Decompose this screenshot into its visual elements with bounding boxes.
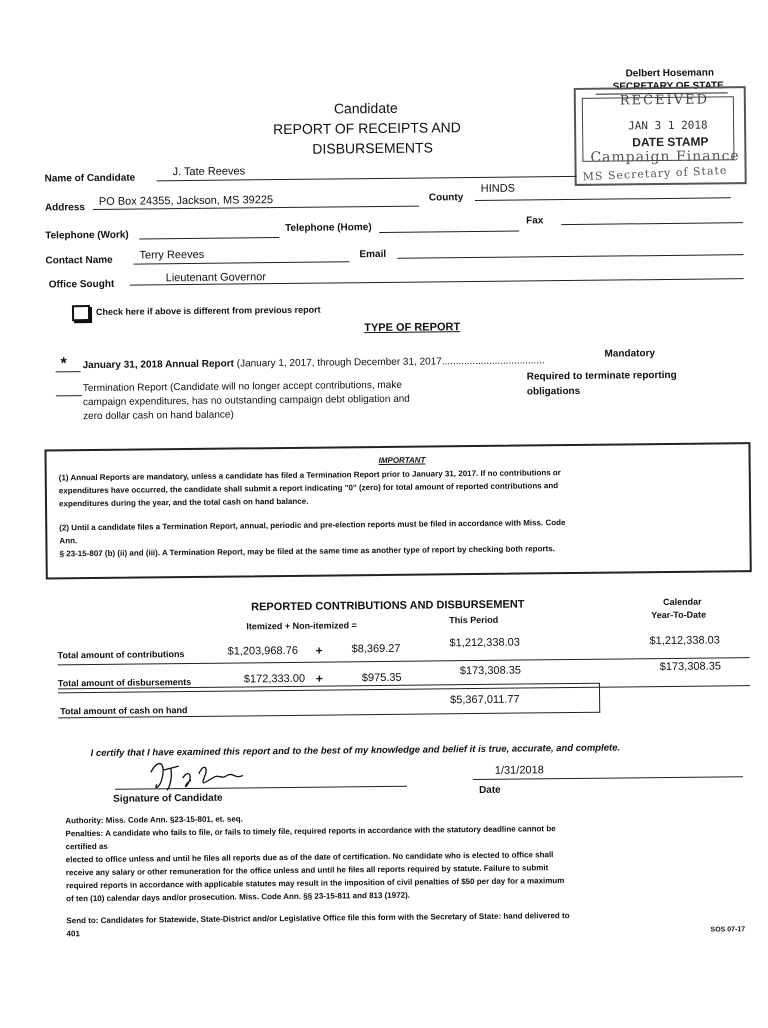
totals-heading: REPORTED CONTRIBUTIONS AND DISBURSEMENT [251, 598, 525, 614]
cash-period[interactable]: $5,367,011.77 [450, 693, 520, 707]
form-title-line1: Candidate [333, 99, 398, 117]
penalties-line5: required reports in accordance with applicable statutes may result in the imposition of civil penalties of $50 per day for a maximum [65, 876, 565, 891]
form-title-line2: REPORT OF RECEIPTS AND [273, 119, 461, 138]
tel-work-line[interactable] [139, 237, 279, 239]
tel-home-label: Telephone (Home) [285, 222, 372, 234]
date-line [473, 776, 743, 780]
annual-label: January 31, 2018 Annual Report [82, 358, 234, 372]
penalties-line6: of ten (10) calendar days and/or prosecution. Miss. Code Ann. §§ 23-15-811 and 813 (1972). [66, 890, 411, 904]
disbursements-plus: + [315, 671, 323, 686]
disbursements-period[interactable]: $173,308.35 [459, 664, 522, 678]
name-value[interactable]: J. Tate Reeves [172, 165, 246, 179]
important-para1-line2: expenditures have occurred, the candidate shall submit a report indicating "0" (zero) for total amount of reported contributions and [58, 481, 559, 496]
office-value[interactable]: Lieutenant Governor [165, 271, 267, 285]
stamp-ms-sos: MS Secretary of State [582, 163, 728, 184]
annual-report-option[interactable] [83, 355, 545, 371]
termination-line1: Termination Report (Candidate will no longer accept contributions, make [82, 379, 402, 395]
official-title: SECRETARY OF STATE [612, 80, 724, 93]
important-heading: IMPORTANT [378, 455, 426, 466]
termination-line3: zero dollar cash on hand balance) [83, 409, 234, 423]
county-value[interactable]: HINDS [480, 182, 516, 195]
important-para1-line1: (1) Annual Reports are mandatory, unless a candidate has filed a Termination Report prior to January 31, 2017. If no contributions or [58, 468, 561, 483]
certify-statement: I certify that I have examined this report and to the best of my knowledge and belief it is true, accurate, and complete. [90, 742, 621, 760]
annual-range: (January 1, 2017, through December 31, 2017..................................... [236, 355, 545, 370]
important-para2-line2: Ann. [59, 536, 78, 546]
fax-line[interactable] [561, 222, 743, 225]
date-label: Date [478, 784, 501, 796]
penalties-line1: Penalties: A candidate who fails to file, or fails to timely file, required reports in accordance with the statutory deadline cannot be [65, 824, 556, 839]
type-of-report-heading: TYPE OF REPORT [364, 321, 461, 335]
termination-line2: campaign expenditures, has no outstanding campaign debt obligation and [82, 393, 410, 409]
calendar-heading-line1: Calendar [663, 596, 702, 608]
address-value[interactable]: PO Box 24355, Jackson, MS 39225 [98, 194, 274, 208]
penalties-line3: elected to office unless and until he files all reports due as of the date of certification. No candidate who is elected to office shall [65, 850, 554, 865]
disbursements-itemized[interactable]: $172,333.00 [243, 672, 306, 686]
stamp-campaign-finance: Campaign Finance [590, 148, 740, 166]
form-code: SOS 07-17 [710, 926, 746, 934]
authority-text: Authority: Miss. Code Ann. §23-15-801, et. seq. [65, 814, 243, 826]
contributions-itemized[interactable]: $1,203,968.76 [227, 644, 298, 658]
cash-label: Total amount of cash on hand [60, 705, 188, 717]
annual-mark[interactable]: * [60, 355, 67, 373]
penalties-line4: receive any salary or other remuneration for the office unless and until he files all reports required by statute. Failure to submit [65, 863, 549, 878]
important-para1-line3: expenditures during the year, and the total cash on hand balance. [58, 496, 309, 509]
itemized-subheading: Itemized + Non-itemized = [246, 620, 357, 632]
contact-field-line [134, 261, 350, 264]
mandatory-label: Mandatory [604, 348, 656, 360]
fax-label: Fax [526, 215, 544, 227]
send-line2: 401 [66, 929, 80, 939]
contact-label: Contact Name [45, 254, 113, 267]
changed-checkbox[interactable] [72, 305, 90, 321]
stamp-date: JAN 3 1 2018 [628, 118, 708, 133]
tel-home-line[interactable] [379, 231, 519, 233]
email-line[interactable] [397, 254, 743, 259]
important-para2-line1: (2) Until a candidate files a Termination Report, annual, periodic and pre-election reports must be filed in accordance with Miss. Code [59, 518, 566, 533]
disbursements-non-itemized[interactable]: $975.35 [361, 671, 402, 685]
this-period-heading: This Period [449, 614, 499, 626]
signature-label: Signature of Candidate [113, 792, 223, 805]
important-notice-box [44, 442, 751, 579]
penalties-line2: certified as [65, 841, 108, 852]
contributions-plus: + [315, 643, 323, 658]
tel-work-label: Telephone (Work) [45, 229, 129, 242]
required-line1: Required to terminate reporting [526, 369, 677, 383]
contributions-period[interactable]: $1,212,338.03 [449, 636, 520, 650]
disbursements-label: Total amount of disbursements [57, 676, 192, 689]
email-label: Email [359, 248, 387, 261]
county-field-line [475, 197, 731, 201]
send-line1: Send to: Candidates for Statewide, State-District and/or Legislative Office file this form with the Secretary of State: hand delivered to [66, 911, 570, 926]
contributions-ytd[interactable]: $1,212,338.03 [649, 634, 720, 648]
received-stamp [574, 86, 747, 186]
annual-check-line [56, 371, 81, 372]
official-name: Delbert Hosemann [625, 67, 714, 80]
name-label: Name of Candidate [44, 172, 136, 185]
contact-value[interactable]: Terry Reeves [139, 248, 205, 262]
stamp-received: RECEIVED [619, 92, 710, 109]
form-title-line3: DISBURSEMENTS [312, 139, 433, 157]
county-label: County [428, 192, 464, 204]
stamp-date-label: DATE STAMP [632, 134, 709, 150]
date-value[interactable]: 1/31/2018 [494, 764, 544, 777]
address-label: Address [44, 202, 85, 214]
disbursements-ytd[interactable]: $173,308.35 [659, 660, 721, 674]
important-para2-line3: § 23-15-807 (b) (ii) and (iii). A Termination Report, may be filed at the same time as another type of report by checking both reports. [59, 544, 555, 559]
office-label: Office Sought [48, 278, 115, 291]
check-label: Check here if above is different from previous report [95, 304, 321, 317]
contributions-non-itemized[interactable]: $8,369.27 [351, 642, 401, 656]
calendar-heading-line2: Year-To-Date [651, 609, 707, 621]
termination-check-line[interactable] [56, 395, 82, 396]
required-line2: obligations [526, 385, 581, 398]
contributions-label: Total amount of contributions [57, 649, 185, 661]
